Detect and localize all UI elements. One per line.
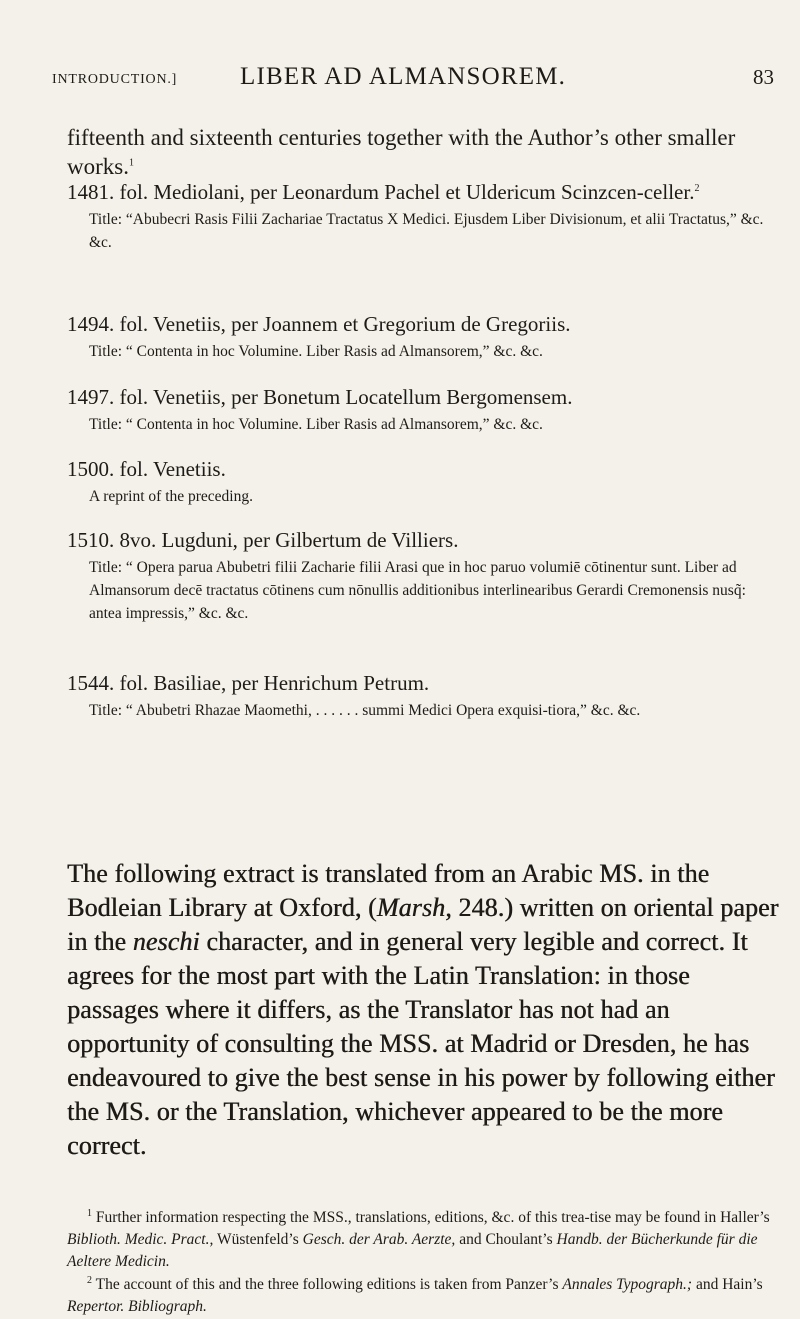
edition-title: Title: “ Opera parua Abubetri filii Zacharie filii Arasi que in hoc paruo volumiē cōtinentur sunt. Liber ad Almansorum decē tractatus cōtinens cum nōnullis additionibus interlinearibus Gerardi Cremonensis nusq̃: antea impressis,” &c. &c. (89, 559, 746, 622)
manuscript-ref: Marsh, (376, 893, 452, 922)
footnotes (67, 1207, 779, 1319)
edition-entry (67, 456, 779, 508)
footnote-text: and Hain’s (692, 1276, 763, 1293)
footnote (67, 1207, 779, 1273)
footnote-citation: Handb. der Bücherkunde für die Aeltere Medicin. (67, 1231, 758, 1270)
edition-title: A reprint of the preceding. (89, 488, 253, 505)
edition-title: Title: “Abubecri Rasis Filii Zachariae Tractatus X Medici. Ejusdem Liber Divisionum, et alii Tractatus,” &c. &c. (89, 211, 764, 251)
footnote (67, 1274, 779, 1318)
edition-heading (67, 179, 779, 205)
edition-entry (67, 527, 779, 625)
edition-entry (67, 670, 779, 722)
footnote-text: The account of this and the three following editions is taken from Panzer’s (95, 1276, 563, 1293)
footnote-marker: 2 (87, 1274, 92, 1286)
edition-title: Title: “ Contenta in hoc Volumine. Liber Rasis ad Almansorem,” &c. &c. (89, 416, 543, 433)
edition-heading: 1500. fol. Venetiis. (67, 457, 226, 481)
edition-heading: 1494. fol. Venetiis, per Joannem et Gregorium de Gregoriis. (67, 312, 571, 336)
edition-title: Title: “ Contenta in hoc Volumine. Liber Rasis ad Almansorem,” &c. &c. (89, 343, 543, 360)
footnote-text: Further information respecting the MSS., translations, editions, &c. of this trea-tise may be found in Haller’s (95, 1209, 770, 1226)
header-title: LIBER AD ALMANSOREM. (240, 63, 567, 90)
edition-heading: 1544. fol. Basiliae, per Henrichum Petrum. (67, 671, 430, 695)
footnote-citation: Annales Typograph.; (562, 1276, 693, 1293)
header-section: INTRODUCTION.] (52, 72, 178, 87)
intro-text: fifteenth and sixteenth centuries together with the Author’s other smaller works. (67, 125, 736, 179)
footnote-ref: 2 (694, 183, 700, 194)
body-paragraph (67, 857, 779, 1163)
edition-heading: 1497. fol. Venetiis, per Bonetum Locatellum Bergomensem. (67, 385, 573, 409)
footnote-text: Wüstenfeld’s (213, 1231, 303, 1248)
intro-paragraph (67, 123, 777, 181)
edition-heading-text: 1481. fol. Mediolani, per Leonardum Pachel et Uldericum Scinzcen-celler. (67, 180, 695, 204)
body-text: The following extract is translated from an Arabic MS. in the Bodleian Library at Oxford, ( (67, 859, 710, 922)
edition-title: Title: “ Abubetri Rhazae Maomethi, . . . . . . summi Medici Opera exquisi-tiora,” &c. &c. (89, 702, 641, 719)
edition-entry (67, 179, 779, 254)
edition-entry (67, 311, 779, 363)
footnote-citation: Gesch. der Arab. Aerzte, (302, 1231, 456, 1248)
body-text: character, and in general very legible and correct. It agrees for the most part with the Latin Translation: in those passages where it differs, as the Translator has not had an opportunity of consulting the MSS. at Madrid or Dresden, he has endeavoured to give the best sense in his power by following either the MS. or the Translation, whichever appeared to be the more correct. (67, 927, 775, 1160)
body-text: 248.) written on oriental paper in the (67, 893, 779, 956)
footnote-ref: 1 (128, 157, 134, 169)
footnote-citation: Biblioth. Medic. Pract., (67, 1231, 214, 1248)
footnote-text: and Choulant’s (455, 1231, 557, 1248)
edition-entry (67, 384, 779, 436)
footnote-marker: 1 (87, 1207, 92, 1219)
script-name: neschi (132, 927, 200, 956)
edition-heading: 1510. 8vo. Lugduni, per Gilbertum de Villiers. (67, 528, 459, 552)
footnote-citation: Repertor. Bibliograph. (67, 1298, 207, 1315)
running-header (52, 63, 774, 97)
page-number: 83 (753, 65, 774, 89)
